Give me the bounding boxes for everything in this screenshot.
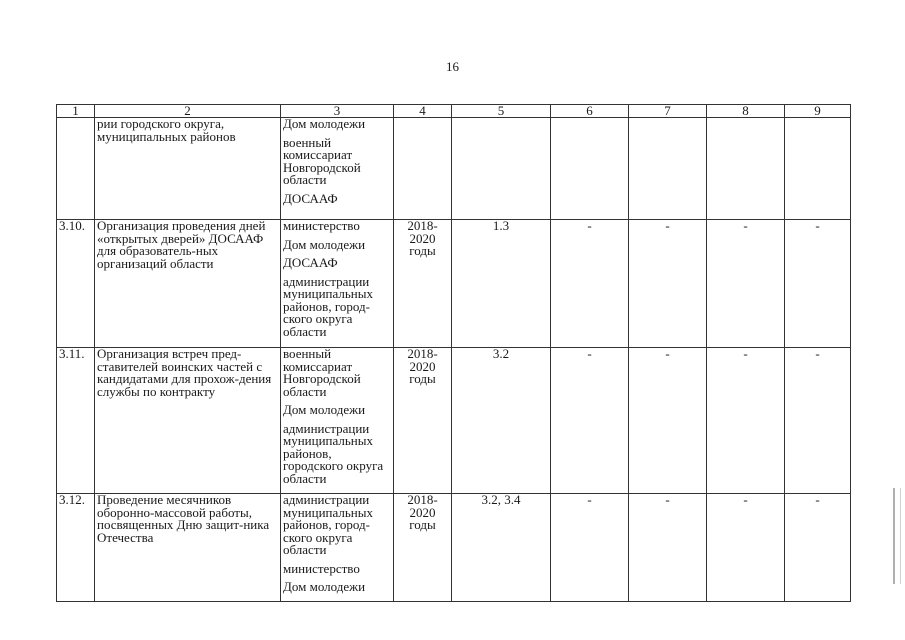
indicator-cell: 3.2 [452, 348, 551, 494]
column-header: 1 [57, 105, 95, 118]
column-header: 4 [394, 105, 452, 118]
value-cell: - [551, 348, 629, 494]
value-cell [707, 118, 785, 220]
row-number [57, 118, 95, 220]
value-cell: - [629, 220, 707, 348]
table-row [57, 118, 851, 220]
value-cell [629, 118, 707, 220]
executor: военный комиссариат Новгородской области [283, 346, 361, 399]
indicator-cell: 1.3 [452, 220, 551, 348]
years-cell: 2018-2020 годы [394, 494, 452, 602]
scan-edge-mark [893, 488, 901, 584]
activity-title: Проведение месячников оборонно-массовой работы, посвященных Дню защит-ника Отечества [95, 494, 281, 602]
executor: ДОСААФ [283, 190, 338, 206]
column-header: 9 [785, 105, 851, 118]
executor: министерство [283, 560, 360, 576]
table-row [57, 494, 851, 602]
executor: министерство [283, 218, 360, 233]
executors-cell [281, 118, 394, 220]
years-cell: 2018-2020 годы [394, 348, 452, 494]
value-cell: - [785, 220, 851, 348]
value-cell: - [551, 494, 629, 602]
value-cell [551, 118, 629, 220]
value-cell: - [707, 348, 785, 494]
executor: ДОСААФ [283, 255, 338, 270]
table-row [57, 348, 851, 494]
executors-cell [281, 494, 394, 602]
column-header: 6 [551, 105, 629, 118]
column-header: 8 [707, 105, 785, 118]
value-cell [785, 118, 851, 220]
value-cell: - [785, 494, 851, 602]
value-cell: - [629, 348, 707, 494]
executor: Дом молодежи [283, 236, 366, 252]
executor: военный комиссариат Новгородской области [283, 134, 361, 187]
column-header: 2 [95, 105, 281, 118]
value-cell: - [785, 348, 851, 494]
column-header: 5 [452, 105, 551, 118]
column-header: 3 [281, 105, 394, 118]
years-cell: 2018-2020 годы [394, 220, 452, 348]
years-cell [394, 118, 452, 220]
executor: администрации муниципальных районов, городского округа области [283, 420, 384, 486]
activity-title: Организация проведения дней «открытых дверей» ДОСААФ для образователь-ных организаций области [95, 220, 281, 348]
row-number: 3.10. [57, 220, 95, 348]
executor: Дом молодежи [283, 579, 366, 594]
value-cell: - [629, 494, 707, 602]
row-number: 3.12. [57, 494, 95, 602]
indicator-cell: 3.2, 3.4 [452, 494, 551, 602]
value-cell: - [707, 494, 785, 602]
executor: администрации муниципальных районов, город-ского округа области [283, 273, 374, 339]
executor: Дом молодежи [283, 116, 366, 131]
value-cell: - [551, 220, 629, 348]
table-row [57, 220, 851, 348]
indicator-cell [452, 118, 551, 220]
program-table [56, 104, 851, 602]
row-number: 3.11. [57, 348, 95, 494]
executor: Дом молодежи [283, 402, 366, 417]
executor: администрации муниципальных районов, город-ского округа области [283, 492, 374, 557]
executors-cell [281, 348, 394, 494]
value-cell: - [707, 220, 785, 348]
page-number: 16 [446, 59, 459, 74]
column-header: 7 [629, 105, 707, 118]
executors-cell [281, 220, 394, 348]
activity-title: рии городского округа, муниципальных районов [95, 118, 281, 220]
activity-title: Организация встреч пред-ставителей воинских частей с кандидатами для прохож-дения службы по контракту [95, 348, 281, 494]
